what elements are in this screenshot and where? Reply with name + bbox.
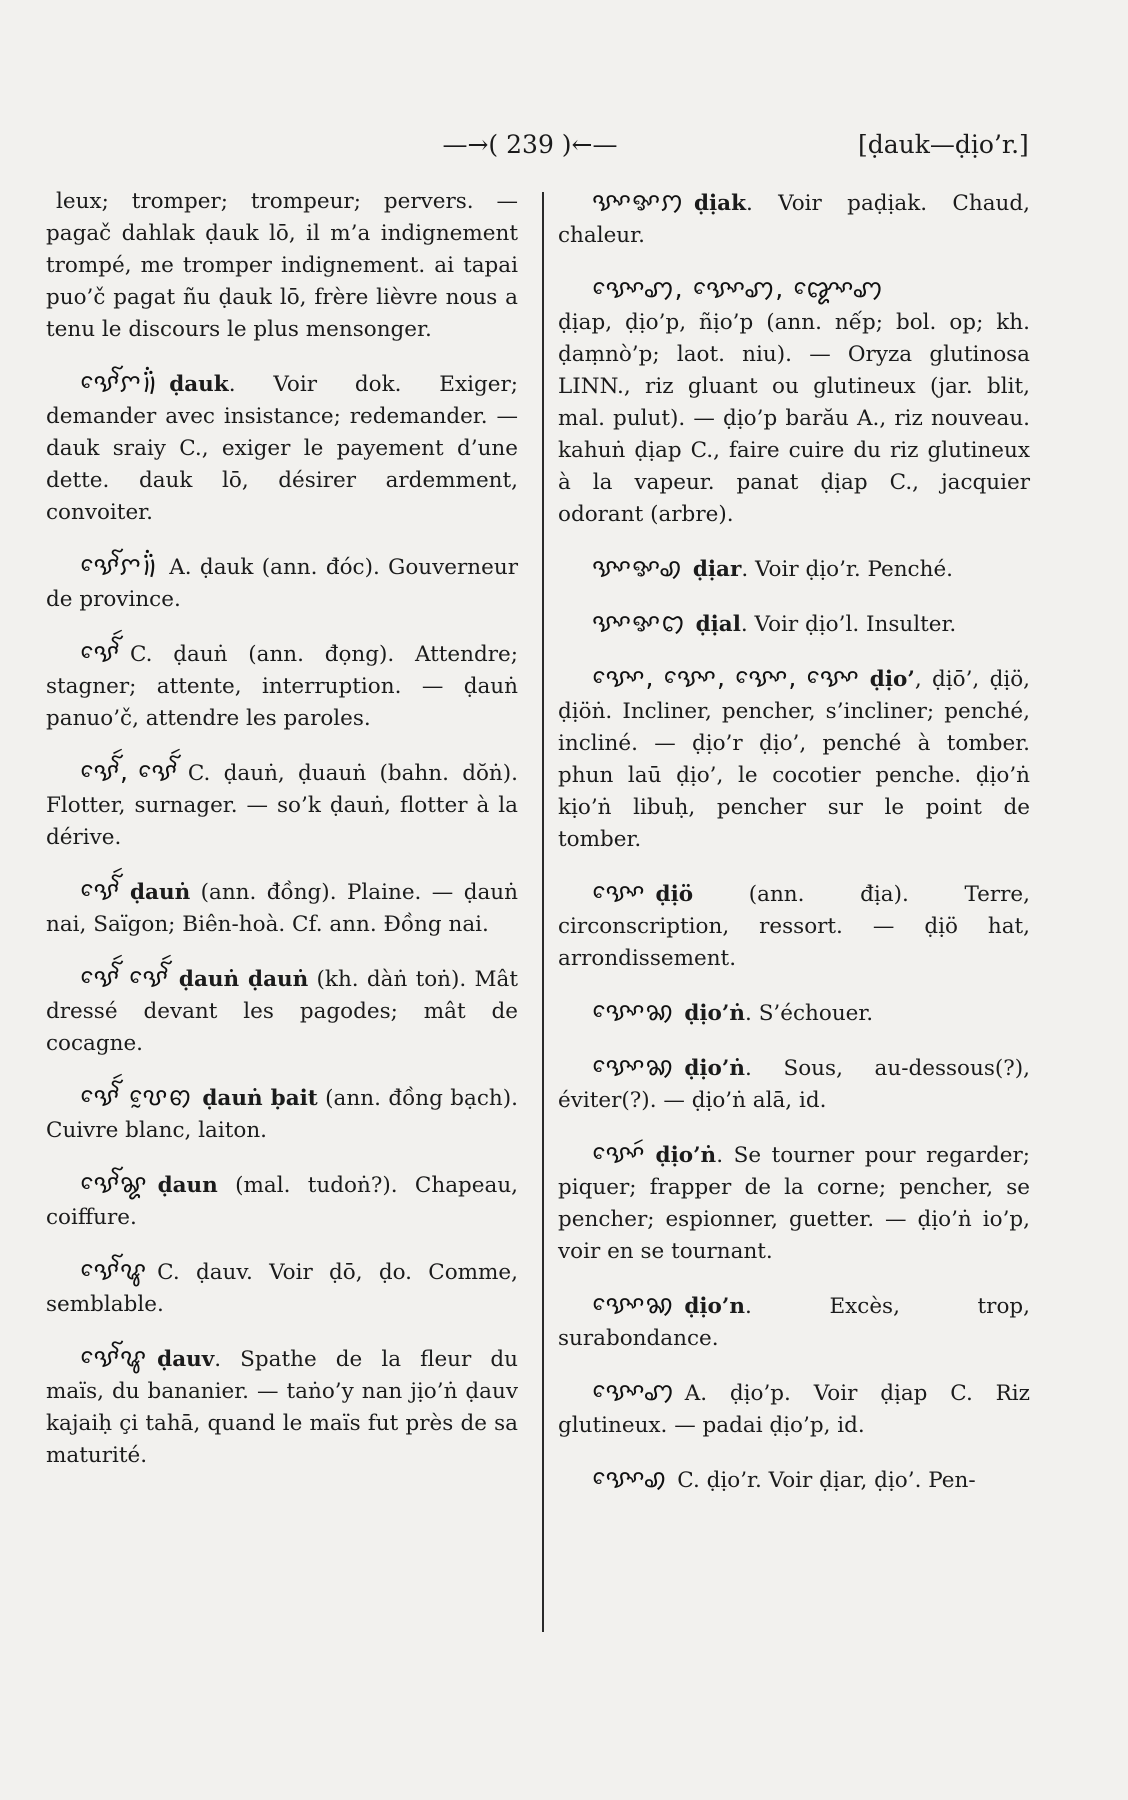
cham-script: ꨕꨯꨱꩃ (80, 876, 120, 905)
dictionary-entry (558, 996, 1030, 1030)
dictionary-entry (558, 186, 1030, 252)
cham-script: ꨕꨳꨯꩆ (592, 997, 675, 1026)
page-header (0, 130, 1128, 170)
entry-definition: A. ḍịo’p. Voir ḍịap C. Riz glutineux. — padai ḍịo’p, id. (558, 1381, 1030, 1438)
entry-headword: ḍịak (693, 191, 746, 216)
entry-definition: . Se tourner pour regarder; piquer; frapper de la corne; pencher, se pencher; espionner, guetter. — ḍịo’ṅ io’p, voir en se tournant. (558, 1143, 1030, 1264)
dictionary-entry (46, 1255, 518, 1321)
dictionary-entry (558, 662, 1030, 856)
entry-definition: . Spathe de la fleur du maïs, du bananier. — taṅo’y nan jịo’ṅ ḍauv kajaiḥ çi tahā, quand le maïs fut près de sa maturité. (46, 1347, 518, 1468)
entry-headword: ḍịal (695, 612, 741, 637)
page-number: —→( 239 )←— (442, 130, 618, 159)
cham-script: ꨕꨯꨱꨆ꩞ (80, 368, 160, 397)
cham-script: ꨕꨳꨀꩉ (592, 553, 683, 582)
cham-script: ꨕꨯꨱꨥ (80, 1256, 148, 1285)
entry-definition: . Voir paḍịak. Chaud, chaleur. (558, 191, 1030, 248)
entry-definition: . Voir ḍịo’l. Insulter. (740, 612, 957, 637)
dictionary-entry (558, 1138, 1030, 1268)
entry-headword: ḍauṅ (129, 880, 191, 905)
cham-script: ꨕꨳꨯꩆ (592, 1052, 675, 1081)
entry-headword: ḍịo’n (684, 1294, 746, 1319)
dictionary-entry (558, 877, 1030, 975)
entry-definition: (kh. dàṅ toṅ). Mât dressé devant les pagodes; mât de cocagne. (46, 967, 518, 1056)
dictionary-entry (46, 875, 518, 941)
entry-definition: C. ḍịo’r. Voir ḍịar, ḍịo’. Pen- (677, 1468, 976, 1493)
cham-script: ꨕꨳꨯꩆ (592, 1290, 675, 1319)
entry-definition: . Voir dok. Exiger; demander avec insistance; redemander. — dauk sraiy C., exiger le payement d’une dette. dauk lō, désirer ardemment, convoiter. (46, 372, 518, 525)
dictionary-entry (558, 273, 1030, 531)
dictionary-entry (558, 607, 1030, 641)
entry-headword: ḍauk (169, 372, 229, 397)
entry-definition: (mal. tudoṅ?). Chapeau, coiffure. (46, 1173, 518, 1230)
dictionary-entry (46, 1168, 518, 1234)
cham-script: ꨕꨳꨯꩇ (592, 1377, 675, 1406)
cham-script: ꨕꨳꨯ (592, 878, 646, 907)
cham-script: ꨕꨯꨱꩃ (80, 638, 120, 667)
cham-script: ꨕꨳꨯꩉ (592, 1464, 668, 1493)
entry-headword: ḍauṅ ḍauṅ (178, 967, 309, 992)
cham-script: ꨕꨯꨱꨘ (80, 1169, 148, 1198)
cham-script: ꨕꨳꨯ, ꨕꨳꨯ, ꨕꨳꨯ, ꨕꨳꨯ (592, 663, 860, 692)
dictionary-entry (46, 756, 518, 854)
entry-definition: , ḍịō’, ḍịö, ḍịöṅ. Incliner, pencher, s’incliner; penché, incliné. — ḍịo’r ḍịo’, penché à tomber. phun laū ḍịo’, le cocotier penche. ḍịo’ṅ kịo’ṅ libuḥ, pencher sur le point de tomber. (558, 667, 1030, 852)
cham-script: ꨕꨯꨱꩃ, ꨕꨯꨱꩃ (80, 757, 178, 786)
entry-definition: (ann. đồng bạch). Cuivre blanc, laiton. (46, 1086, 518, 1143)
running-head: [ḍauk—ḍịo’r.] (858, 130, 1029, 159)
entry-headword: ḍịö (655, 882, 694, 907)
dictionary-entry (46, 367, 518, 529)
dictionary-entry (46, 1081, 518, 1147)
entry-definition: C. ḍauṅ (ann. đọng). Attendre; stagner; attente, interruption. — ḍauṅ panuo’č, attendre les paroles. (46, 642, 518, 731)
cham-script: ꨕꨳꨀꩊ (592, 608, 686, 637)
cham-script: ꨕꨯꨱꩃ ꨕꨯꨱꩃ (80, 963, 169, 992)
right-column (558, 186, 1030, 1518)
cham-script: ꨕꨯꨱꨆ꩞ (80, 551, 160, 580)
cham-script: ꨕꨯꨱꨥ (80, 1343, 148, 1372)
dictionary-entry (46, 550, 518, 616)
entry-headword: ḍịo’ (869, 667, 915, 692)
dictionary-entry (558, 552, 1030, 586)
entry-definition: C. ḍauṅ, ḍuauṅ (bahn. dŏṅ). Flotter, surnager. — so’k ḍauṅ, flotter à la dérive. (46, 761, 518, 850)
dictionary-entry (46, 186, 518, 346)
cham-script: ꨕꨳꨯꩇ, ꨕꨳꨯꩇ, ꨑꨳꨯꩇ (592, 274, 884, 303)
dictionary-entry (46, 637, 518, 735)
entry-definition: . S’échouer. (745, 1001, 874, 1026)
entry-headword: ḍauv (157, 1347, 215, 1372)
entry-definition: . Excès, trop, surabondance. (558, 1294, 1030, 1351)
entry-definition: (ann. địa). Terre, circonscription, ressort. — ḍịö hat, arrondissement. (558, 882, 1030, 971)
dictionary-entry (558, 1463, 1030, 1497)
entry-definition: . Sous, au-dessous(?), éviter(?). — ḍịo’ṅ alā, id. (558, 1056, 1030, 1113)
entry-definition: leux; tromper; trompeur; pervers. — pagač dahlak ḍauk lō, il m’a indignement trompé, me tromper indignement. ai tapai puo’č pagat ñu ḍauk lō, frère lièvre nous a tenu le discours le plus mensonger. (46, 189, 518, 342)
dictionary-entry (46, 1342, 518, 1472)
entry-headword: ḍaun (157, 1173, 218, 1198)
entry-definition: . Voir ḍịo’r. Penché. (741, 557, 954, 582)
cham-script: ꨕꨯꨱꩃ ꨝꨰꩅ (80, 1082, 193, 1111)
entry-definition: A. ḍauk (ann. đóc). Gouverneur de province. (46, 555, 518, 612)
entry-definition: C. ḍauv. Voir ḍō, ḍo. Comme, semblable. (46, 1260, 518, 1317)
cham-script: ꨕꨳꨀꩀ (592, 187, 684, 216)
entry-headword: ḍịo’ṅ (684, 1056, 746, 1081)
entry-headword: ḍauṅ ḅait (202, 1086, 318, 1111)
entry-definition: (ann. đồng). Plaine. — ḍauṅ nai, Saïgon; Biên-hoà. Cf. ann. Đồng nai. (46, 880, 518, 937)
column-divider (542, 192, 544, 1632)
left-column (46, 186, 518, 1493)
dictionary-entry (558, 1289, 1030, 1355)
dictionary-entry (46, 962, 518, 1060)
entry-headword: ḍịo’ṅ (655, 1143, 717, 1168)
dictionary-entry (558, 1051, 1030, 1117)
entry-headword: ḍịar (692, 557, 742, 582)
entry-headword: ḍịo’ṅ (684, 1001, 746, 1026)
entry-definition: ḍịap, ḍịo’p, ñịo’p (ann. nếp; bol. op; kh. ḍaṃnò’p; laot. niu). — Oryza glutinosa LINN., riz gluant ou glutineux (jar. blit, mal. pulut). — ḍịo’p barău A., riz nouveau. kahuṅ ḍịap C., faire cuire du riz glutineux à la vapeur. panat ḍịap C., jacquier odorant (arbre). (558, 310, 1030, 527)
dictionary-entry (558, 1376, 1030, 1442)
cham-script: ꨕꨳꨯꩃ (592, 1139, 646, 1168)
